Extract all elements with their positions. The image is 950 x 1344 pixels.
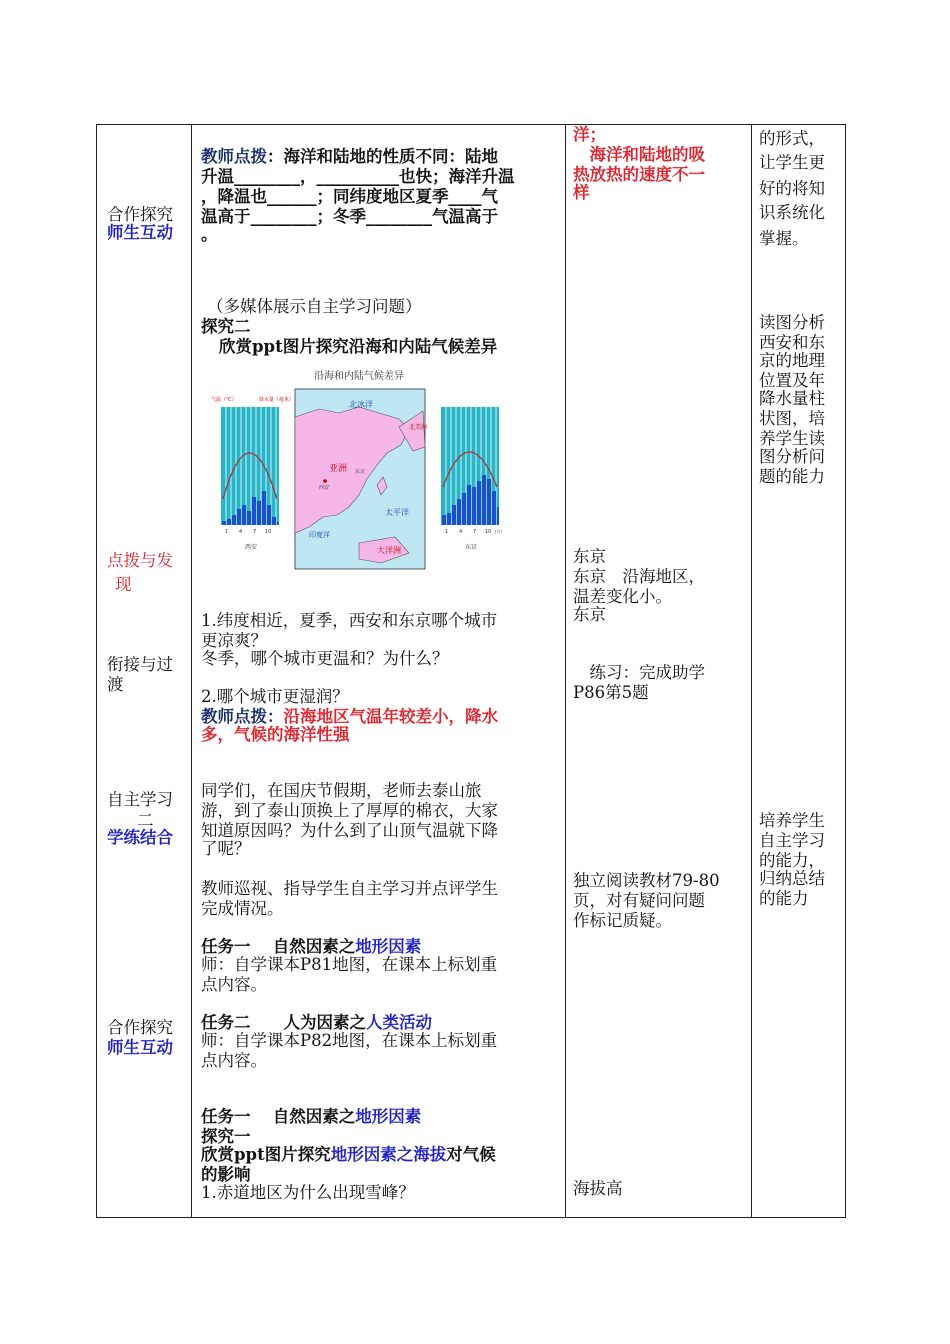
stage-label: 师生互动	[107, 1038, 173, 1057]
stage-label: 学练结合	[107, 828, 173, 847]
text-line: 让学生更	[759, 153, 825, 172]
stage-label: 渡	[107, 675, 124, 694]
month-tick: 1	[225, 529, 229, 535]
tokyo-climate-chart	[441, 407, 503, 551]
text-line: 的能力	[759, 889, 809, 908]
text-line: 知道原因吗？为什么到了山顶气温就下降	[201, 821, 498, 840]
text-line: 读图分析	[759, 313, 825, 332]
map-label: 西安	[319, 485, 330, 491]
text-line: 点内容。	[201, 1051, 267, 1070]
text-span: ：海洋和陆地的性质不同：陆地	[267, 147, 498, 166]
stage-column	[97, 125, 191, 1217]
axis-label: 降水量（毫米）	[259, 397, 295, 403]
text-line: 多，气候的海洋性强	[201, 725, 350, 744]
text-line: 热放热的速度不一	[573, 165, 705, 184]
map-label: 北美洲	[409, 424, 428, 431]
text-span: 地形因素	[355, 1107, 422, 1126]
xian-marker	[323, 479, 327, 483]
text-span: 人类活动	[366, 1013, 432, 1032]
text-line: 海拔高	[573, 1179, 623, 1198]
month-tick: 4	[459, 529, 463, 535]
text-line: 点内容。	[201, 975, 267, 994]
stage-label: 点拨与发	[107, 551, 173, 570]
map-label: 北冰洋	[349, 400, 373, 409]
text-span: 任务一 自然因素之	[201, 1107, 356, 1126]
text-line: 同学们，在国庆节假期，老师去泰山旅	[201, 781, 482, 800]
climate-map-svg	[209, 367, 509, 577]
student-activity-column	[567, 125, 751, 1217]
lesson-plan-table	[96, 124, 846, 1218]
month-tick: 4	[239, 529, 243, 535]
asia-map	[295, 389, 427, 569]
stage-label: 衔接与过	[107, 655, 173, 674]
text-line: 独立阅读教材79-80	[573, 871, 720, 890]
map-label: 太平洋	[385, 508, 409, 517]
text-line	[201, 147, 498, 166]
text-line: 东京 沿海地区，	[573, 567, 705, 586]
text-line: 掌握。	[759, 229, 809, 248]
text-line: P86第5题	[573, 683, 649, 702]
text-line: ，降温也______；同纬度地区夏季____气	[201, 187, 498, 206]
axis-label: 气温（℃）	[211, 397, 237, 403]
text-line: 的能力，	[759, 851, 825, 870]
text-line: 图分析问	[759, 447, 825, 466]
text-line: 的影响	[201, 1165, 251, 1184]
section-subtitle	[201, 1145, 496, 1164]
map-label: 印度洋	[309, 531, 330, 539]
text-line: 游，到了泰山顶换上了厚厚的棉衣，大家	[201, 801, 498, 820]
text-line: 东京	[573, 605, 606, 624]
text-line: 教师巡视、指导学生自主学习并点评学生	[201, 879, 498, 898]
teacher-tip-label: 教师点拨	[201, 147, 267, 166]
text-line	[201, 707, 498, 726]
teacher-tip-label: 教师点拨：	[201, 707, 284, 726]
text-line: 养学生读	[759, 429, 825, 448]
text-span: 任务一 自然因素之	[201, 937, 356, 956]
text-span: 地形因素之海拔	[330, 1145, 447, 1164]
text-line: 。	[201, 225, 218, 244]
text-line: 培养学生	[759, 811, 825, 830]
text-line: 1.赤道地区为什么出现雪峰？	[201, 1183, 415, 1202]
text-line: 作标记质疑。	[573, 911, 672, 930]
text-line: 状图，培	[759, 409, 825, 428]
text-line: （多媒体展示自主学习问题）	[207, 297, 422, 316]
month-tick: 1	[445, 529, 449, 535]
task-heading	[201, 937, 421, 956]
text-span: 对气候	[446, 1145, 496, 1164]
text-line: 2.哪个城市更湿润？	[201, 687, 349, 706]
text-line: 样	[573, 183, 590, 202]
text-line: 师：自学课本P81地图，在课本上标划重	[201, 955, 498, 974]
text-line: 海洋和陆地的吸	[573, 145, 705, 164]
text-line: 洋；	[573, 125, 606, 144]
stage-label: 现	[115, 575, 132, 594]
stage-label: 合作探究	[107, 1018, 173, 1037]
figure-title: 沿海和内陆气候差异	[314, 371, 404, 382]
text-line: 西安和东	[759, 333, 825, 352]
text-line: 识系统化	[759, 203, 825, 222]
text-line: 了呢？	[201, 839, 251, 858]
text-span: 欣赏ppt图片探究	[201, 1145, 331, 1164]
text-line: 归纳总结	[759, 869, 825, 888]
section-subtitle: 欣赏ppt图片探究沿海和内陆气候差异	[219, 337, 498, 356]
text-line: 完成情况。	[201, 899, 284, 918]
text-line: 升温________，__________也快；海洋升温	[201, 167, 515, 186]
month-tick: 7	[253, 529, 257, 535]
xian-climate-chart	[211, 396, 294, 551]
month-tick: 7	[473, 529, 477, 535]
city-label: 西安	[245, 544, 258, 551]
map-label: 大洋洲	[377, 546, 401, 555]
task-heading	[201, 1013, 432, 1032]
city-label: 东京	[465, 544, 478, 551]
column-divider	[565, 125, 566, 1217]
design-intent-column	[753, 125, 845, 1217]
text-span: 地形因素	[355, 937, 422, 956]
task-heading	[201, 1107, 421, 1126]
text-line: 更凉爽？	[201, 631, 267, 650]
climate-comparison-figure	[209, 367, 509, 577]
column-divider	[191, 125, 192, 1217]
section-title: 探究一	[201, 1127, 251, 1146]
stage-label: 师生互动	[107, 223, 173, 242]
map-label: 亚洲	[329, 464, 348, 474]
month-tick: 10	[485, 529, 492, 535]
text-span: 任务二 人为因素之	[201, 1013, 366, 1032]
text-line: 的形式，	[759, 129, 825, 148]
text-line: 温差变化小。	[573, 587, 672, 606]
stage-label: 合作探究	[107, 205, 173, 224]
stage-label: 自主学习	[107, 790, 173, 809]
teacher-activity-column	[193, 125, 563, 1217]
text-span: 沿海地区气温年较差小，降水	[283, 707, 498, 726]
month-tick: (月)	[495, 529, 503, 534]
text-line: 练习：完成助学	[573, 663, 705, 682]
month-tick: 10	[265, 529, 272, 535]
stage-label: 二	[137, 811, 154, 830]
text-line: 好的将知	[759, 179, 825, 198]
text-line: 位置及年	[759, 371, 825, 390]
map-label: 东京	[355, 469, 366, 475]
text-line: 京的地理	[759, 351, 825, 370]
text-line: 降水量柱	[759, 389, 825, 408]
text-line: 温高于________；冬季________气温高于	[201, 207, 498, 226]
section-title: 探究二	[201, 317, 251, 336]
column-divider	[751, 125, 752, 1217]
text-line: 东京	[573, 547, 606, 566]
text-line: 自主学习	[759, 831, 825, 850]
text-line: 题的能力	[759, 467, 825, 486]
text-line: 冬季，哪个城市更温和？为什么？	[201, 649, 449, 668]
text-line: 页，对有疑问问题	[573, 891, 705, 910]
text-line: 1.纬度相近，夏季，西安和东京哪个城市	[201, 611, 498, 630]
text-line: 师：自学课本P82地图，在课本上标划重	[201, 1031, 498, 1050]
